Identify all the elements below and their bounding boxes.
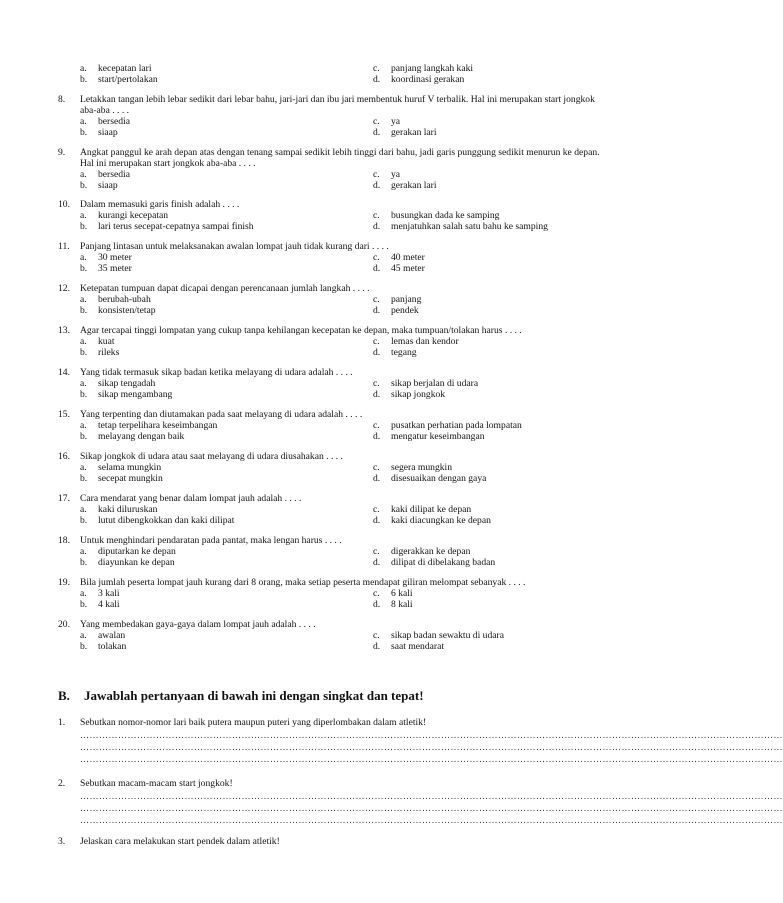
question-number: 19.	[58, 577, 70, 588]
question-text: Cara mendarat yang benar dalam lompat jauh adalah . . . .	[80, 493, 302, 504]
question-text: Agar tercapai tinggi lompatan yang cukup tanpa kehilangan kecepatan ke depan, maka tumpuan/tolakan harus . . . .	[80, 325, 522, 336]
question-text: Angkat panggul ke arah depan atas dengan tenang sampai sedikit lebih tinggi dari bahu, jadi garis punggung sedikit menurun ke depan. Hal ini merupakan start jongkok aba-aba . . . .	[80, 147, 600, 169]
question-text: Dalam memasuki garis finish adalah . . . .	[80, 199, 240, 210]
question-item: 11. Panjang lintasan untuk melaksanakan awalan lompat jauh tidak kurang dari . . . . a. 30 meter c. 40 meter b. 35 meter d. 45 meter	[58, 241, 610, 274]
question-item: 17. Cara mendarat yang benar dalam lompat jauh adalah . . . . a. kaki diluruskan c. kaki dilipat ke depan b. lutut dibengkokkan dan kaki dilipat d. kaki diacungkan ke depan	[58, 493, 610, 526]
question-item: 16. Sikap jongkok di udara atau saat melayang di udara diusahakan . . . . a. selama mungkin c. segera mungkin b. secepat mungkin d. disesuaikan dengan gaya	[58, 451, 610, 484]
question-text: Untuk menghindari pendaratan pada pantat, maka lengan harus . . . .	[80, 535, 342, 546]
question-text: Ketepatan tumpuan dapat dicapai dengan perencanaan jumlah langkah . . . .	[80, 283, 370, 294]
question-text: Panjang lintasan untuk melaksanakan awalan lompat jauh tidak kurang dari . . . .	[80, 241, 389, 252]
question-number: 13.	[58, 325, 70, 336]
answer-line[interactable]: ……………………………………………………………………………………………………………………………………………………………………………………………………	[80, 803, 783, 813]
essay-question	[58, 778, 783, 828]
question-item: 19. Bila jumlah peserta lompat jauh kurang dari 8 orang, maka setiap peserta mendapat giliran melompat sebanyak . . . . a. 3 kali c. 6 kali b. 4 kali d. 8 kali	[58, 577, 610, 610]
question-item: 18. Untuk menghindari pendaratan pada pantat, maka lengan harus . . . . a. diputarkan ke depan c. digerakkan ke depan b. diayunkan ke depan d. dilipat di dibelakang badan	[58, 535, 610, 568]
section-letter: B.	[58, 688, 70, 703]
question-number: 9.	[58, 147, 66, 158]
question-text: Letakkan tangan lebih lebar sedikit dari lebar bahu, jari-jari dan ibu jari membentuk huruf V terbalik. Hal ini merupakan start jongkok aba-aba . . . .	[80, 94, 595, 116]
essay-question	[58, 836, 610, 850]
question-item: 20. Yang membedakan gaya-gaya dalam lompat jauh adalah . . . . a. awalan c. sikap badan sewaktu di udara b. tolakan d. saat mendarat	[58, 619, 610, 652]
question-text: Yang terpenting dan diutamakan pada saat melayang di udara adalah . . . .	[80, 409, 363, 420]
question-number: 1.	[58, 717, 66, 728]
essay-question	[58, 717, 783, 767]
answer-line[interactable]: ……………………………………………………………………………………………………………………………………………………………………………………………………	[80, 815, 783, 825]
question-number: 15.	[58, 409, 70, 420]
question-number: 8.	[58, 94, 66, 105]
question-number: 14.	[58, 367, 70, 378]
question-number: 16.	[58, 451, 70, 462]
answer-line[interactable]: ……………………………………………………………………………………………………………………………………………………………………………………………………	[80, 754, 783, 764]
section-title: Jawablah pertanyaan di bawah ini dengan singkat dan tepat!	[84, 688, 424, 703]
question-number: 12.	[58, 283, 70, 294]
question-item: 14. Yang tidak termasuk sikap badan ketika melayang di udara adalah . . . . a. sikap tengadah c. sikap berjalan di udara b. sikap mengambang d. sikap jongkok	[58, 367, 610, 400]
answer-line[interactable]: ……………………………………………………………………………………………………………………………………………………………………………………………………	[80, 742, 783, 752]
question-text: Sebutkan nomor-nomor lari baik putera maupun puteri yang diperlombakan dalam atletik!	[80, 717, 427, 728]
answer-line[interactable]: ……………………………………………………………………………………………………………………………………………………………………………………………………	[80, 791, 783, 801]
question-text: Jelaskan cara melakukan start pendek dalam atletik!	[80, 836, 280, 847]
question-item: 13. Agar tercapai tinggi lompatan yang cukup tanpa kehilangan kecepatan ke depan, maka tumpuan/tolakan harus . . . . a. kuat c. lemas dan kendor b. rileks d. tegang	[58, 325, 610, 358]
question-number: 3.	[58, 836, 66, 847]
question-item: 15. Yang terpenting dan diutamakan pada saat melayang di udara adalah . . . . a. tetap terpelihara keseimbangan c. pusatkan perhatian pada lompatan b. melayang dengan baik d. mengatur keseimbangan	[58, 409, 610, 442]
prev-question-options: a. kecepatan lari c. panjang langkah kaki b. start/pertolakan d. koordinasi gerakan	[80, 63, 474, 85]
question-number: 2.	[58, 778, 66, 789]
question-text: Sebutkan macam-macam start jongkok!	[80, 778, 233, 789]
answer-line[interactable]: ……………………………………………………………………………………………………………………………………………………………………………………………………	[80, 730, 783, 740]
question-text: Yang tidak termasuk sikap badan ketika melayang di udara adalah . . . .	[80, 367, 353, 378]
question-item: 12. Ketepatan tumpuan dapat dicapai dengan perencanaan jumlah langkah . . . . a. berubah-ubah c. panjang b. konsisten/tetap d. pendek	[58, 283, 610, 316]
question-number: 10.	[58, 199, 70, 210]
question-number: 18.	[58, 535, 70, 546]
question-item: 10. Dalam memasuki garis finish adalah . . . . a. kurangi kecepatan c. busungkan dada ke samping b. lari terus secepat-cepatnya sampai finish d. menjatuhkan salah satu bahu ke samping	[58, 199, 610, 232]
question-text: Yang membedakan gaya-gaya dalam lompat jauh adalah . . . .	[80, 619, 316, 630]
question-text: Bila jumlah peserta lompat jauh kurang dari 8 orang, maka setiap peserta mendapat giliran melompat sebanyak . . . .	[80, 577, 526, 588]
question-number: 17.	[58, 493, 70, 504]
question-item: 9. Angkat panggul ke arah depan atas dengan tenang sampai sedikit lebih tinggi dari bahu, jadi garis punggung sedikit menurun ke depan. Hal ini merupakan start jongkok aba-aba . . . . a. bersedia c. ya b. siaap d. gerakan lari	[58, 147, 610, 191]
question-number: 11.	[58, 241, 70, 252]
question-number: 20.	[58, 619, 70, 630]
question-item: 8. Letakkan tangan lebih lebar sedikit dari lebar bahu, jari-jari dan ibu jari membentuk huruf V terbalik. Hal ini merupakan start jongkok aba-aba . . . . a. bersedia c. ya b. siaap d. gerakan lari	[58, 94, 610, 138]
question-text: Sikap jongkok di udara atau saat melayang di udara diusahakan . . . .	[80, 451, 343, 462]
